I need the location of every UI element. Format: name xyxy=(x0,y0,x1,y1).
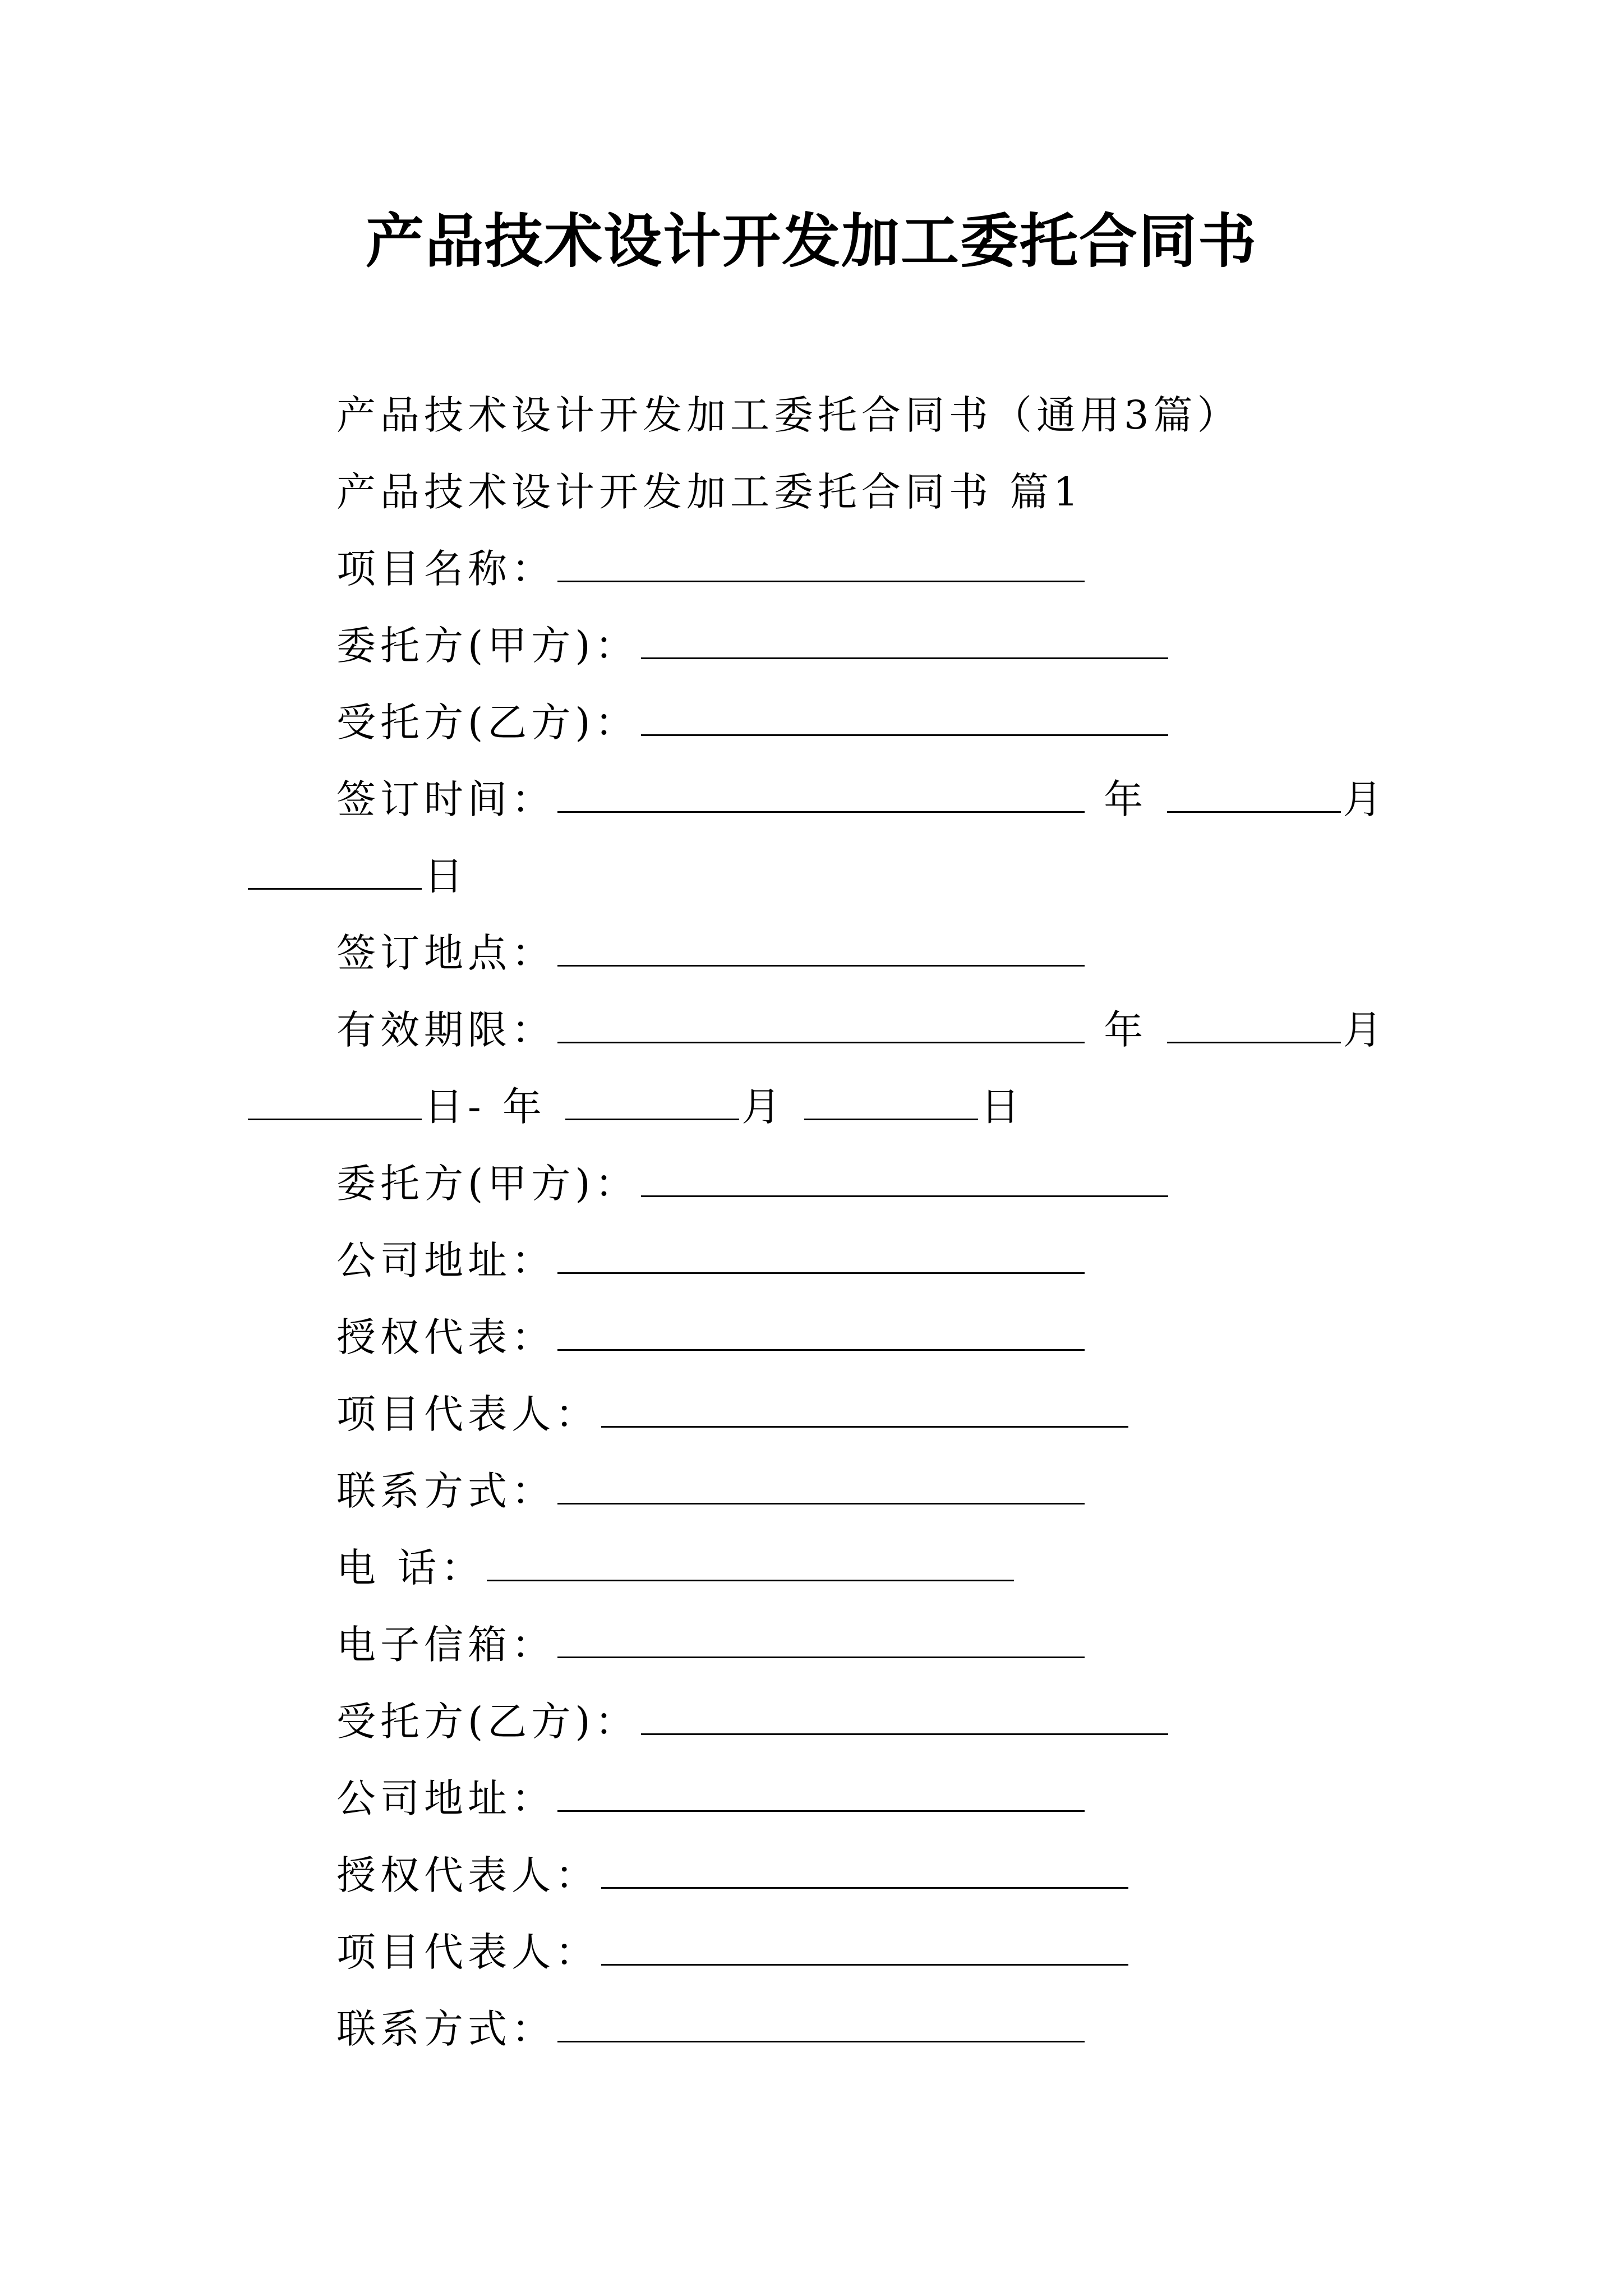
email-row xyxy=(336,1617,1087,1673)
authorized-rep-a-blank xyxy=(557,1310,1085,1351)
client-a-2-blank xyxy=(641,1156,1168,1197)
email-blank xyxy=(557,1617,1085,1658)
contractor-b-blank xyxy=(641,695,1168,736)
sign-time-day-blank xyxy=(248,849,422,890)
contractor-b-row xyxy=(336,694,1170,751)
project-rep-a-row xyxy=(336,1386,1131,1442)
project-name-label: 项目名称： xyxy=(336,546,555,592)
project-rep-b-label: 项目代表人： xyxy=(336,1929,599,1975)
project-rep-b-blank xyxy=(601,1925,1128,1966)
contractor-b-label: 受托方(乙方)： xyxy=(336,700,639,746)
contact-b-label: 联系方式： xyxy=(336,2006,555,2052)
client-a-2-row xyxy=(336,1156,1170,1212)
valid-period-label: 有效期限： xyxy=(336,1007,555,1053)
authorized-rep-b-blank xyxy=(601,1848,1128,1889)
client-a-2-label: 委托方(甲方)： xyxy=(336,1161,639,1207)
valid-period-year-word: 年 xyxy=(1104,1007,1148,1053)
valid-period-year-blank xyxy=(557,1002,1085,1043)
authorized-rep-b-label: 授权代表人： xyxy=(336,1852,599,1898)
sign-time-year-word: 年 xyxy=(1104,776,1148,822)
contractor-b-2-label: 受托方(乙方)： xyxy=(336,1699,639,1745)
project-name-row xyxy=(336,541,1087,597)
valid-period-end-year-word: 年 xyxy=(502,1084,546,1130)
contact-a-blank xyxy=(557,1464,1085,1504)
company-address-a-label: 公司地址： xyxy=(336,1237,555,1283)
company-address-b-row xyxy=(336,1770,1087,1826)
section-heading: 产品技术设计开发加工委托合同书 篇1 xyxy=(336,469,1083,515)
contractor-b-2-blank xyxy=(641,1694,1168,1735)
project-rep-a-label: 项目代表人： xyxy=(336,1391,599,1437)
client-a-row xyxy=(336,618,1170,674)
sign-time-month-blank xyxy=(1167,772,1341,813)
phone-row xyxy=(336,1540,1016,1596)
valid-period-end-month-blank xyxy=(565,1079,739,1120)
sign-time-day-word: 日 xyxy=(424,853,468,899)
contact-a-row xyxy=(336,1463,1087,1519)
sign-time-year-blank xyxy=(557,772,1085,813)
authorized-rep-b-row xyxy=(336,1847,1131,1903)
valid-period-month-blank xyxy=(1167,1002,1341,1043)
valid-period-day-dash: 日- xyxy=(424,1084,486,1130)
valid-period-end-month-word: 月 xyxy=(741,1084,786,1130)
company-address-a-row xyxy=(336,1232,1087,1289)
client-a-label: 委托方(甲方)： xyxy=(336,623,639,669)
sign-time-month-word: 月 xyxy=(1343,776,1387,822)
phone-label: 电 话： xyxy=(336,1545,485,1591)
email-label: 电子信箱： xyxy=(336,1622,555,1668)
contact-a-label: 联系方式： xyxy=(336,1468,555,1514)
project-rep-a-blank xyxy=(601,1387,1128,1428)
valid-period-month-word: 月 xyxy=(1343,1007,1387,1053)
company-address-a-blank xyxy=(557,1233,1085,1274)
company-address-b-label: 公司地址： xyxy=(336,1775,555,1821)
valid-period-end-day-word: 日 xyxy=(980,1084,1025,1130)
document-title: 产品技术设计开发加工委托合同书 xyxy=(365,206,1257,275)
sign-place-label: 签订地点： xyxy=(336,930,555,976)
valid-period-row xyxy=(336,1002,1387,1058)
contact-b-blank xyxy=(557,2001,1085,2042)
project-name-blank xyxy=(557,541,1085,582)
sign-place-row xyxy=(336,925,1087,981)
valid-period-end-day-blank xyxy=(804,1079,978,1120)
company-address-b-blank xyxy=(557,1771,1085,1812)
authorized-rep-a-label: 授权代表： xyxy=(336,1314,555,1360)
phone-blank xyxy=(487,1540,1014,1581)
client-a-blank xyxy=(641,618,1168,659)
valid-period-end-row xyxy=(246,1079,1024,1135)
project-rep-b-row xyxy=(336,1924,1131,1980)
sign-place-blank xyxy=(557,926,1085,967)
contact-b-row xyxy=(336,2001,1087,2057)
sign-time-day-row xyxy=(246,848,468,904)
document-subtitle: 产品技术设计开发加工委托合同书（通用3篇） xyxy=(336,392,1241,438)
sign-time-label: 签订时间： xyxy=(336,776,555,822)
authorized-rep-a-row xyxy=(336,1309,1087,1365)
sign-time-row xyxy=(336,771,1387,827)
contractor-b-2-row xyxy=(336,1694,1170,1750)
valid-period-day-blank xyxy=(248,1079,422,1120)
